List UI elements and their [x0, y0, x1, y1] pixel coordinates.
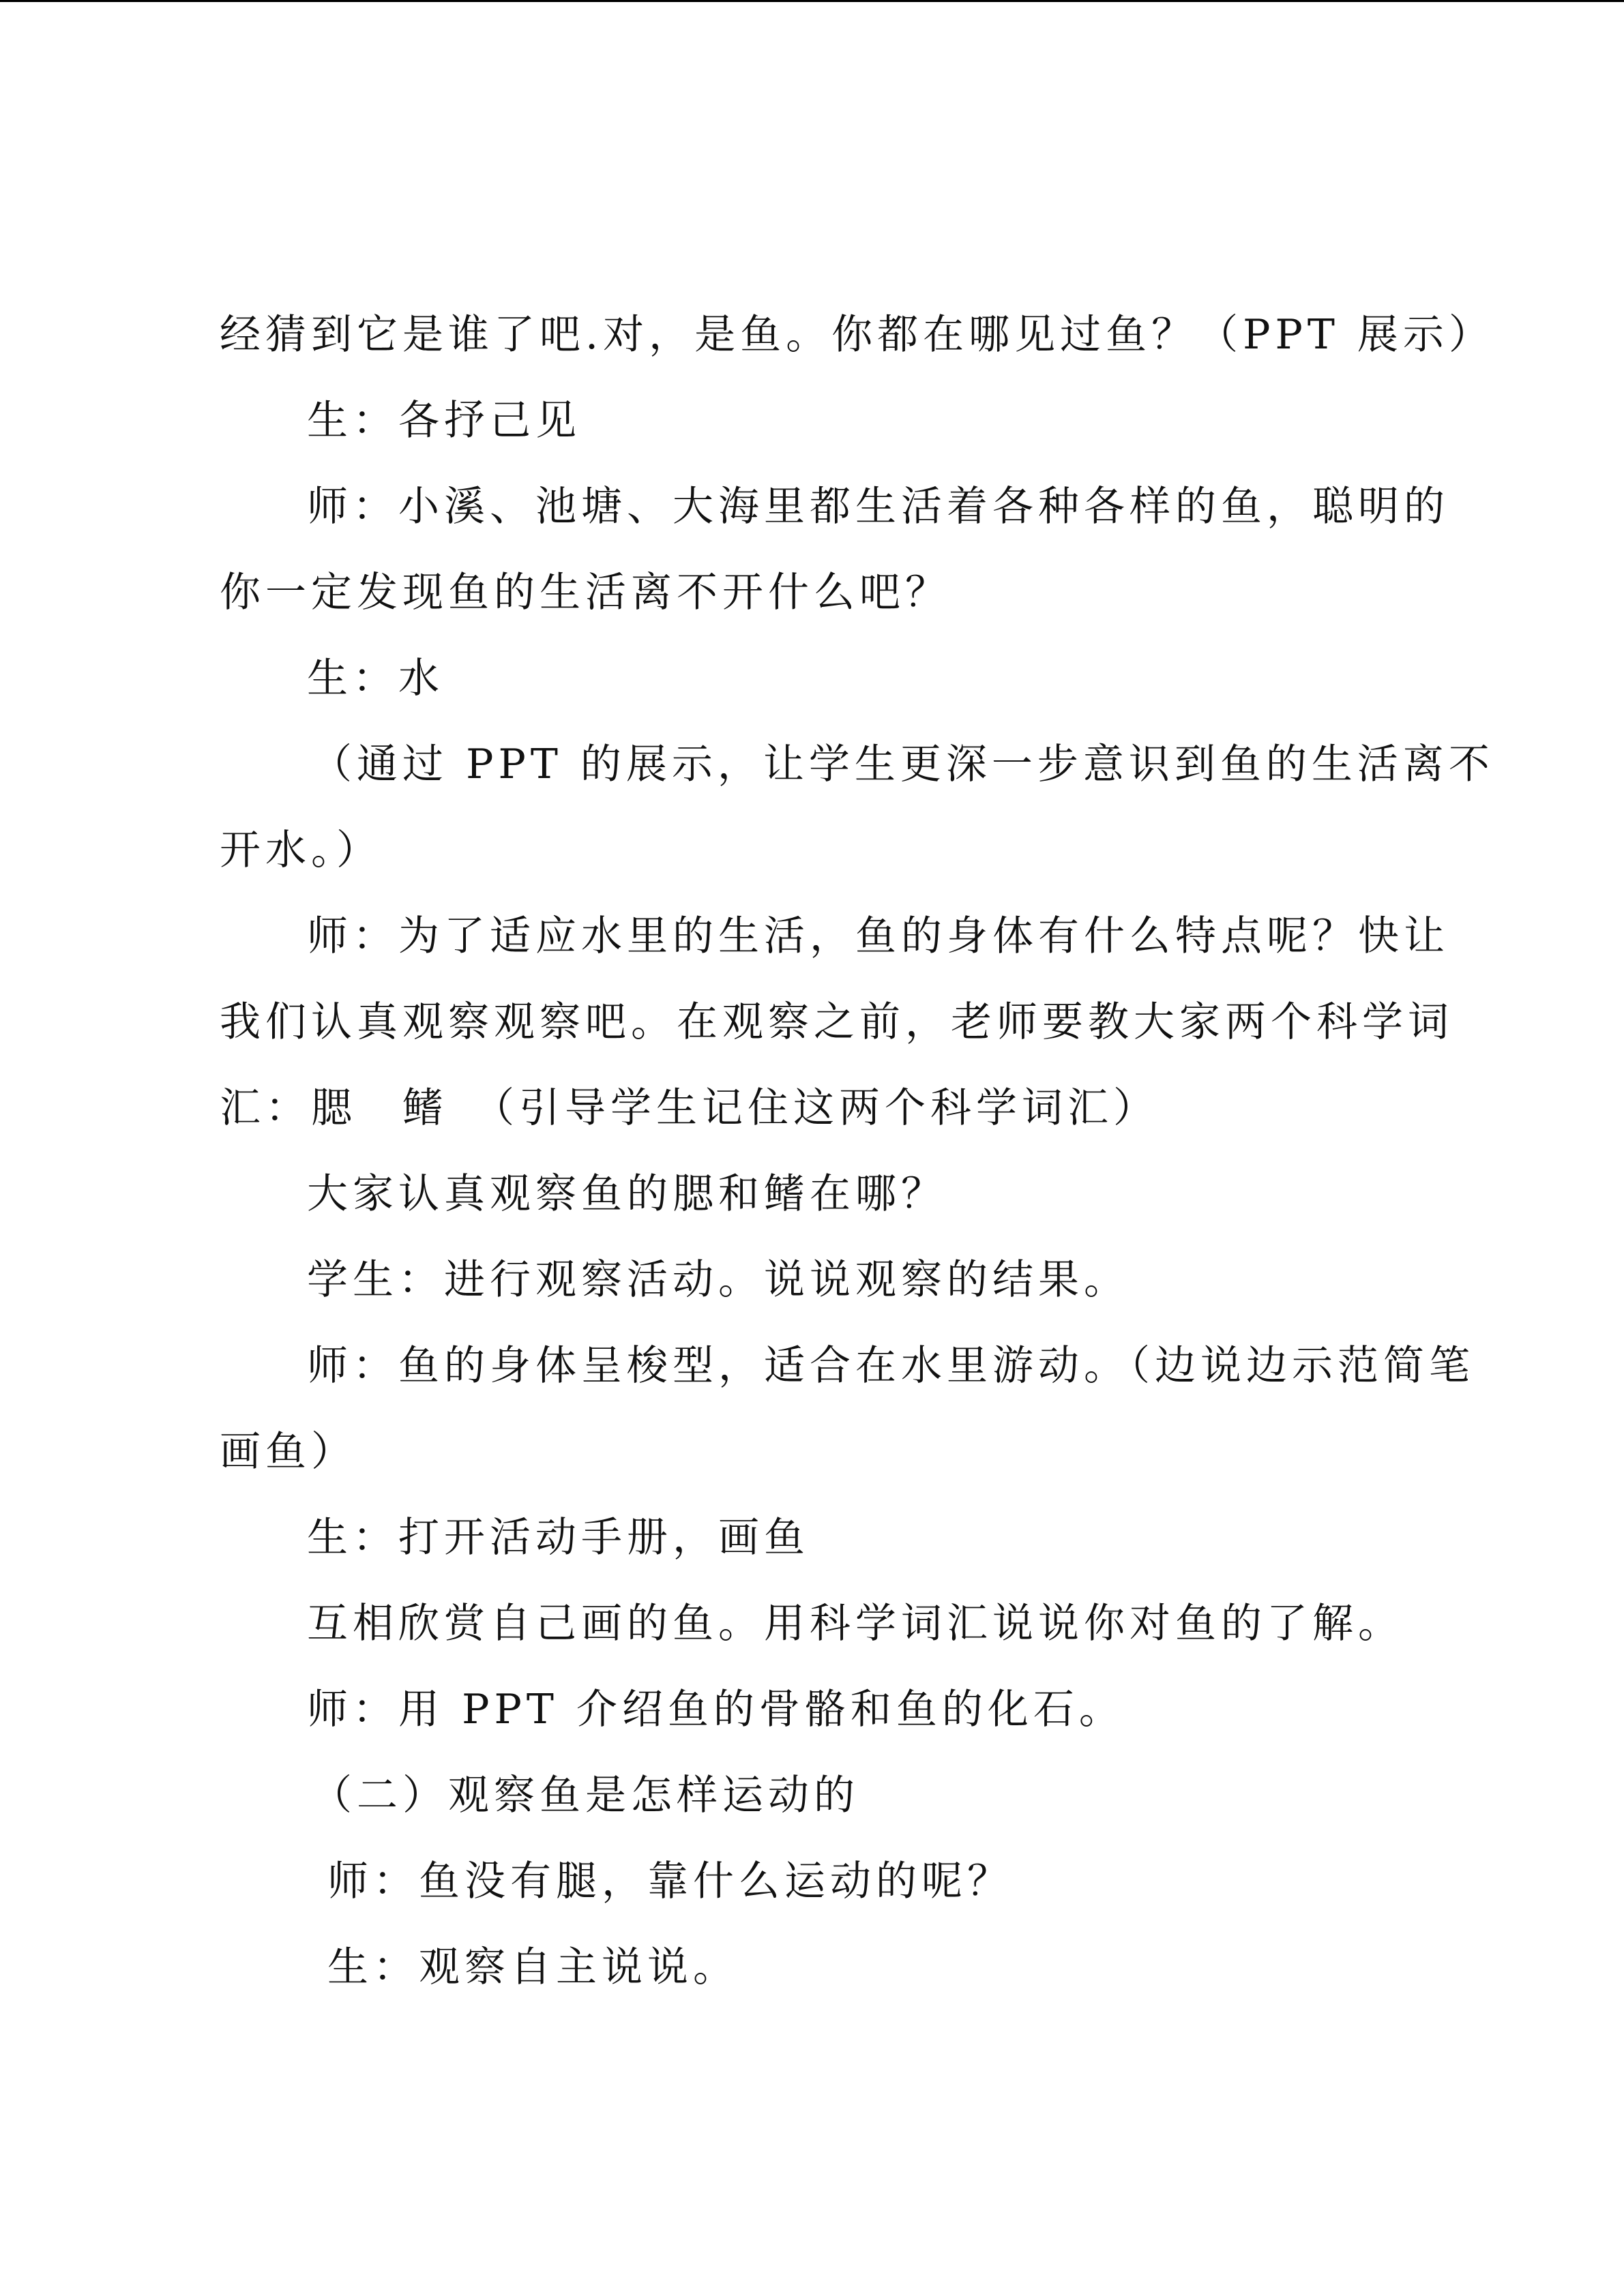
text-line-4: 你一定发现鱼的生活离不开什么吧？ [220, 569, 951, 616]
text-line-13: 师：鱼的身体呈梭型，适合在水里游动。（边说边示范简笔 [307, 1342, 1475, 1390]
text-line-12: 学生：进行观察活动。说说观察的结果。 [307, 1256, 1130, 1304]
text-line-20: 生：观察自主说说。 [327, 1943, 739, 1991]
text-line-15: 生：打开活动手册，画鱼 [307, 1514, 810, 1562]
text-line-3: 师：小溪、池塘、大海里都生活着各种各样的鱼，聪明的 [307, 483, 1449, 531]
text-line-11: 大家认真观察鱼的腮和鳍在哪？ [307, 1170, 947, 1218]
document-body [220, 292, 1494, 2010]
text-line-10: 汇：腮 鳍 （引导学生记住这两个科学词汇） [220, 1084, 1159, 1132]
text-line-19: 师：鱼没有腿，靠什么运动的呢？ [327, 1858, 1013, 1905]
text-line-1: 经猜到它是谁了吧.对，是鱼。你都在哪见过鱼？（PPT 展示） [220, 311, 1494, 359]
top-border-line [0, 0, 1624, 2]
text-line-2: 生：各抒己见 [307, 397, 581, 445]
text-line-14: 画鱼） [220, 1428, 357, 1476]
text-line-8: 师：为了适应水里的生活，鱼的身体有什么特点呢？快让 [307, 912, 1449, 960]
text-line-17: 师：用 PPT 介绍鱼的骨骼和鱼的化石。 [307, 1686, 1125, 1733]
text-line-7: 开水。） [220, 826, 382, 874]
text-line-18: （二）观察鱼是怎样运动的 [311, 1772, 859, 1819]
text-line-6: （通过 PPT 的展示，让学生更深一步意识到鱼的生活离不 [311, 741, 1494, 788]
text-line-9: 我们认真观察观察吧。在观察之前，老师要教大家两个科学词 [220, 998, 1453, 1046]
text-line-16: 互相欣赏自己画的鱼。用科学词汇说说你对鱼的了解。 [307, 1600, 1404, 1648]
text-line-5: 生：水 [307, 655, 444, 702]
